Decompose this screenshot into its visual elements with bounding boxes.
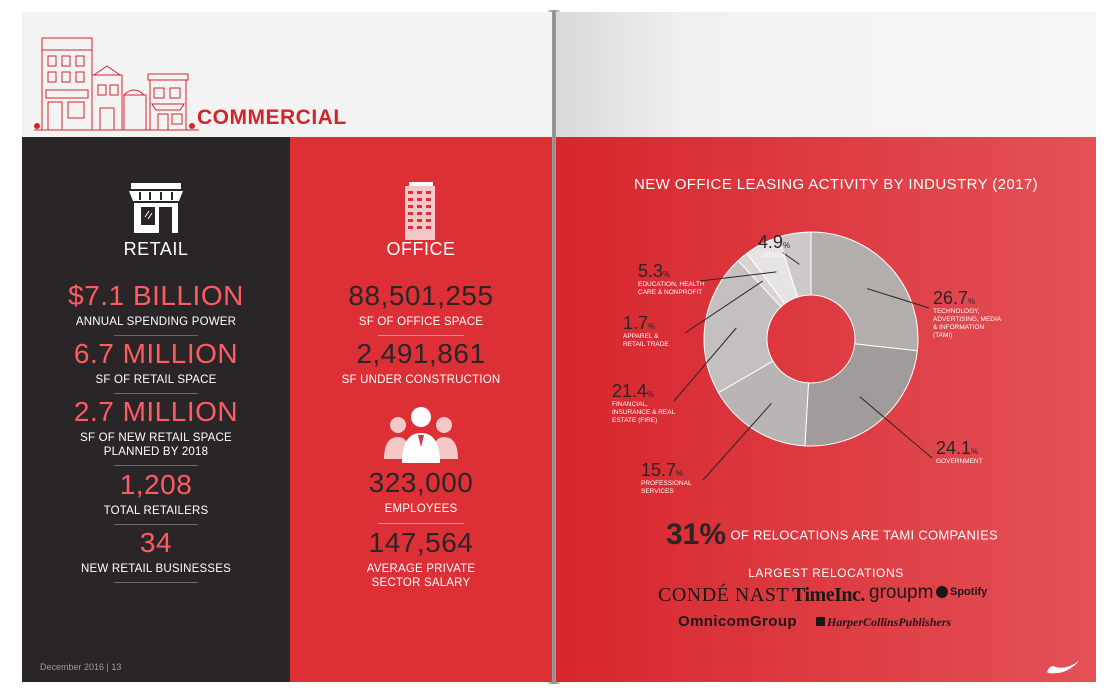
slice-value-label: 5.3%: [638, 261, 671, 281]
office-column: [290, 137, 552, 682]
divider: [114, 393, 198, 394]
slice-category-label: APPAREL & RETAIL TRADE: [623, 333, 669, 348]
divider: [378, 335, 464, 336]
retail-column: [22, 137, 290, 682]
donut-chart: [556, 212, 1096, 512]
office-stat-label: AVERAGE PRIVATE SECTOR SALARY: [366, 563, 476, 589]
retail-stat-value: $7.1 BILLION: [68, 280, 244, 311]
donut-slice: [811, 232, 918, 351]
street-illustration: [34, 30, 199, 135]
conde-nast-logo: CONDÉ NAST: [658, 584, 790, 606]
relocations-text: OF RELOCATIONS ARE TAMI COMPANIES: [730, 527, 999, 543]
slice-category-label: FINANCIAL, INSURANCE & REAL ESTATE (FIRE): [612, 401, 676, 424]
retail-stat-value: 6.7 MILLION: [73, 338, 239, 369]
office-stat-value: 147,564: [368, 527, 474, 558]
slice-category-label: TECHNOLOGY, ADVERTISING, MEDIA & INFORMATION (TAMI): [933, 308, 1002, 339]
left-page: [22, 12, 552, 682]
slice-category-label: OTHER: [762, 252, 786, 259]
slice-value-label: 21.4%: [612, 381, 655, 401]
swoosh-icon: [1046, 660, 1080, 674]
office-stat-label: SF OF OFFICE SPACE: [358, 316, 484, 328]
right-page: [556, 12, 1096, 682]
office-stat-value: 88,501,255: [348, 280, 494, 311]
slice-category-label: GOVERNMENT: [936, 458, 983, 465]
retail-stat-value: 1,208: [119, 469, 193, 500]
section-title: COMMERCIAL: [197, 106, 347, 129]
office-header: OFFICE: [386, 239, 456, 259]
page-header-band: [556, 12, 1096, 137]
groupm-logo: groupm: [869, 582, 934, 603]
retail-stat-label: TOTAL RETAILERS: [103, 505, 209, 517]
divider: [378, 523, 464, 524]
slice-value-label: 15.7%: [641, 460, 684, 480]
slice-value-label: 4.9%: [757, 232, 791, 252]
office-stat-label: EMPLOYEES: [384, 503, 458, 515]
retail-stat-value: 2.7 MILLION: [73, 396, 239, 427]
divider: [114, 582, 198, 583]
office-stat-label: SF UNDER CONSTRUCTION: [341, 374, 501, 386]
spotify-label: Spotify: [950, 586, 988, 599]
storefront-icon: [127, 179, 185, 237]
office-stat-value: 2,491,861: [356, 338, 486, 369]
retail-stat-value: 34: [139, 527, 173, 558]
harpercollins-label: HarperCollinsPublishers: [827, 615, 952, 629]
divider: [114, 465, 198, 466]
page-footer: December 2016 | 13: [40, 662, 122, 672]
retail-stat-label: SF OF NEW RETAIL SPACE PLANNED BY 2018: [80, 432, 232, 458]
spotify-logo: [936, 586, 987, 598]
employees-icon: [384, 403, 458, 465]
office-building-icon: [403, 182, 437, 240]
slice-category-label: EDUCATION, HEALTH CARE & NONPROFIT: [638, 281, 705, 296]
chart-title: NEW OFFICE LEASING ACTIVITY BY INDUSTRY (2017): [633, 176, 1039, 193]
retail-stat-label: ANNUAL SPENDING POWER: [75, 316, 237, 328]
relocations-percent: 31%: [666, 518, 727, 551]
divider: [114, 335, 198, 336]
slice-category-label: PROFESSIONAL SERVICES: [641, 480, 692, 495]
harpercollins-logo: [816, 615, 951, 630]
retail-header: RETAIL: [123, 239, 189, 259]
harpercollins-icon: [816, 617, 825, 626]
slice-value-label: 24.1%: [936, 438, 979, 458]
slice-value-label: 26.7%: [933, 288, 976, 308]
office-stat-value: 323,000: [368, 467, 474, 498]
divider: [114, 524, 198, 525]
retail-stat-label: NEW RETAIL BUSINESSES: [81, 563, 231, 575]
largest-relocations-title: LARGEST RELOCATIONS: [748, 566, 904, 580]
retail-stat-label: SF OF RETAIL SPACE: [95, 374, 217, 386]
time-inc-logo: TimeInc.: [792, 584, 865, 606]
slice-value-label: 1.7%: [623, 313, 656, 333]
omnicom-logo: OmnicomGroup: [678, 613, 797, 630]
relocations-callout: [666, 518, 998, 552]
spotify-icon: [936, 586, 948, 598]
